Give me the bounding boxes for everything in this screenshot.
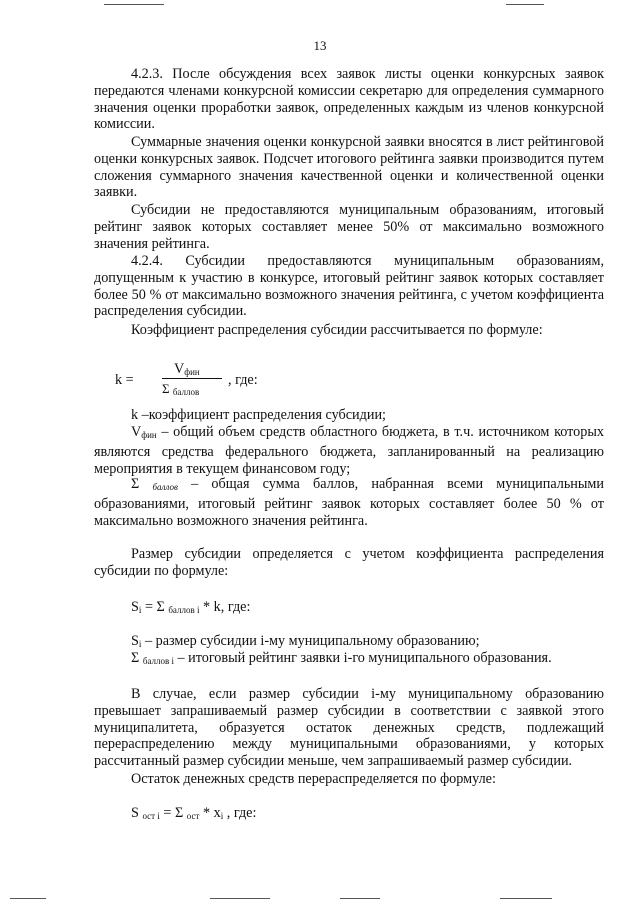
formula-denominator: Σ $_{баллов}$	[162, 381, 200, 397]
definition-sum-i: Σ $_{баллов i}$ – итоговый рейтинг заявки i-го муниципального образования.	[131, 650, 552, 666]
bottom-edge-line-mid2	[340, 898, 380, 899]
paragraph-coefficient-intro: Коэффициент распределения субсидии рассчитывается по формуле:	[131, 322, 543, 338]
paragraph-no-subsidy: Субсидии не предоставляются муниципальным образованиям, итоговый рейтинг заявок которых составляет менее 50% от максимально возможного значения рейтинга.	[94, 202, 604, 252]
formula-remainder: S $_{ост i}$ = Σ $_{ост} * x_i$ , где:	[131, 805, 257, 821]
paragraph-rating-sum: Суммарные значения оценки конкурсной заявки вносятся в лист рейтинговой оценки конкурсных заявок. Подсчет итогового рейтинга заявки производится путем сложения суммарного значения качественной оценки и количественной оценки заявки.	[94, 134, 604, 201]
definition-v-fin: $V_{фин}$ – общий объем средств областного бюджета, в т.ч. источником которых являются средства федерального бюджета, запланированный на реализацию мероприятия в текущем финансовом году;	[94, 424, 604, 477]
bottom-edge-line-mid	[210, 898, 270, 899]
formula-k-label: k =	[115, 372, 134, 388]
formula-subsidy-size: $S_i = \Sigma$ $_{баллов i}$ * k, где:	[131, 599, 251, 615]
paragraph-4-2-4: 4.2.4. Субсидии предоставляются муниципальным образованиям, допущенным к участию в конкурсе, итоговый рейтинг заявок которых составляет более 50 % от максимально возможного значения рейтинга, с учетом коэффициента распределения субсидии.	[94, 253, 604, 320]
bottom-edge-line-right	[500, 898, 552, 899]
paragraph-remainder-formula-intro: Остаток денежных средств перераспределяется по формуле:	[131, 771, 496, 787]
definition-k: k –коэффициент распределения субсидии;	[131, 407, 386, 423]
paragraph-4-2-3: 4.2.3. После обсуждения всех заявок листы оценки конкурсных заявок передаются членами конкурсной комиссии секретарю для определения суммарного значения оценки проработки заявок, определенных каждым из членов конкурсной комиссии.	[94, 66, 604, 133]
formula-numerator: $V_{фин}$	[174, 361, 200, 377]
fraction-bar	[162, 378, 222, 379]
paragraph-remainder: В случае, если размер субсидии i-му муниципальному образованию превышает запрашиваемый размер субсидии в соответствии с заявкой этого муниципалитета, образуется остаток денежных средств, подлежащий перераспределению между муниципальными образованиями, у которых рассчитанный размер субсидии меньше, чем запрашиваемый размер субсидии.	[94, 686, 604, 770]
formula-where: , где:	[228, 372, 258, 388]
bottom-edge-line-left	[10, 898, 46, 899]
paragraph-subsidy-size: Размер субсидии определяется с учетом коэффициента распределения субсидии по формуле:	[94, 546, 604, 579]
top-edge-line-right	[506, 4, 544, 5]
top-edge-line-left	[104, 4, 164, 5]
definition-si: $S_i$ – размер субсидии i-му муниципальному образованию;	[131, 633, 480, 649]
page-number: 13	[313, 38, 327, 53]
definition-sum-ballov: Σ $_{баллов}$ – общая сумма баллов, набранная всеми муниципальными образованиями, итоговый рейтинг заявок которых составляет более 50 % от максимально возможного значения рейтинга.	[94, 476, 604, 529]
